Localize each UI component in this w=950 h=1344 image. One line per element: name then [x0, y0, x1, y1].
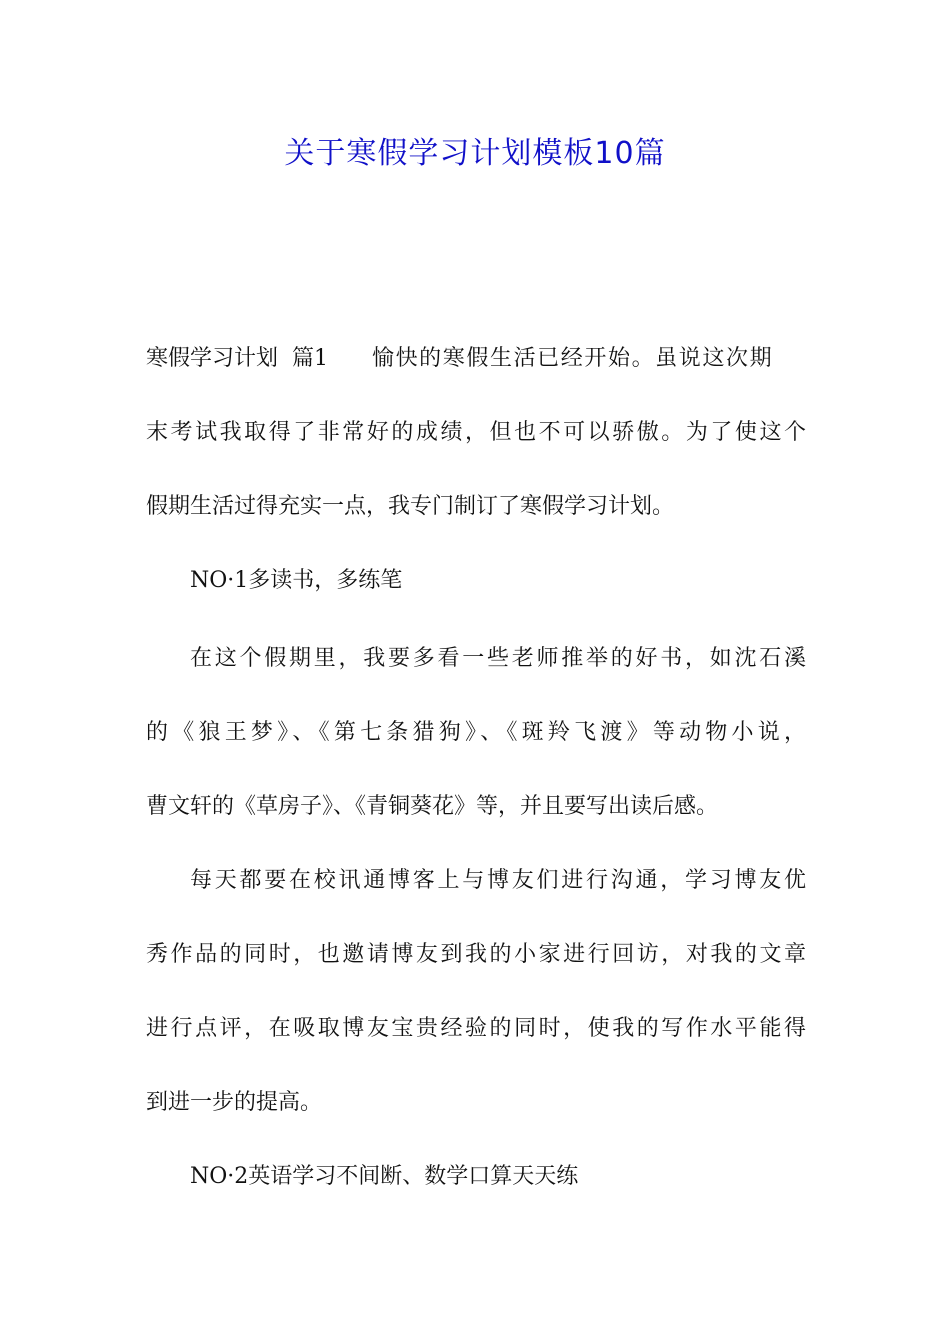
paragraph-line-6: 的《狼王梦》、《第七条猎狗》、《斑羚飞渡》等动物小说， — [146, 720, 806, 745]
paragraph-line-9: 秀作品的同时，也邀请博友到我的小家进行回访，对我的文章 — [146, 942, 806, 967]
paragraph-line-11: 到进一步的提高。 — [146, 1090, 323, 1115]
paragraph-line-7: 曹文轩的《草房子》、《青铜葵花》等，并且要写出读后感。 — [146, 794, 719, 819]
line-text: 愉快的寒假生活已经开始。虽说这次期 — [371, 346, 774, 371]
paragraph-line-10: 进行点评，在吸取博友宝贵经验的同时，使我的写作水平能得 — [146, 1016, 806, 1041]
section-heading: 寒假学习计划 篇1 — [146, 346, 328, 371]
subheading-no1: NO·1多读书，多练笔 — [190, 568, 403, 593]
paragraph-line-5: 在这个假期里，我要多看一些老师推举的好书，如沈石溪 — [190, 646, 806, 671]
document-title: 关于寒假学习计划模板10篇 — [284, 136, 666, 171]
paragraph-line-3: 假期生活过得充实一点，我专门制订了寒假学习计划。 — [146, 494, 675, 519]
subheading-no2: NO·2英语学习不间断、数学口算天天练 — [190, 1164, 579, 1189]
paragraph-line-2: 末考试我取得了非常好的成绩，但也不可以骄傲。为了使这个 — [146, 420, 806, 445]
paragraph-line-1 — [146, 344, 806, 374]
paragraph-line-8: 每天都要在校讯通博客上与博友们进行沟通，学习博友优 — [190, 868, 806, 893]
